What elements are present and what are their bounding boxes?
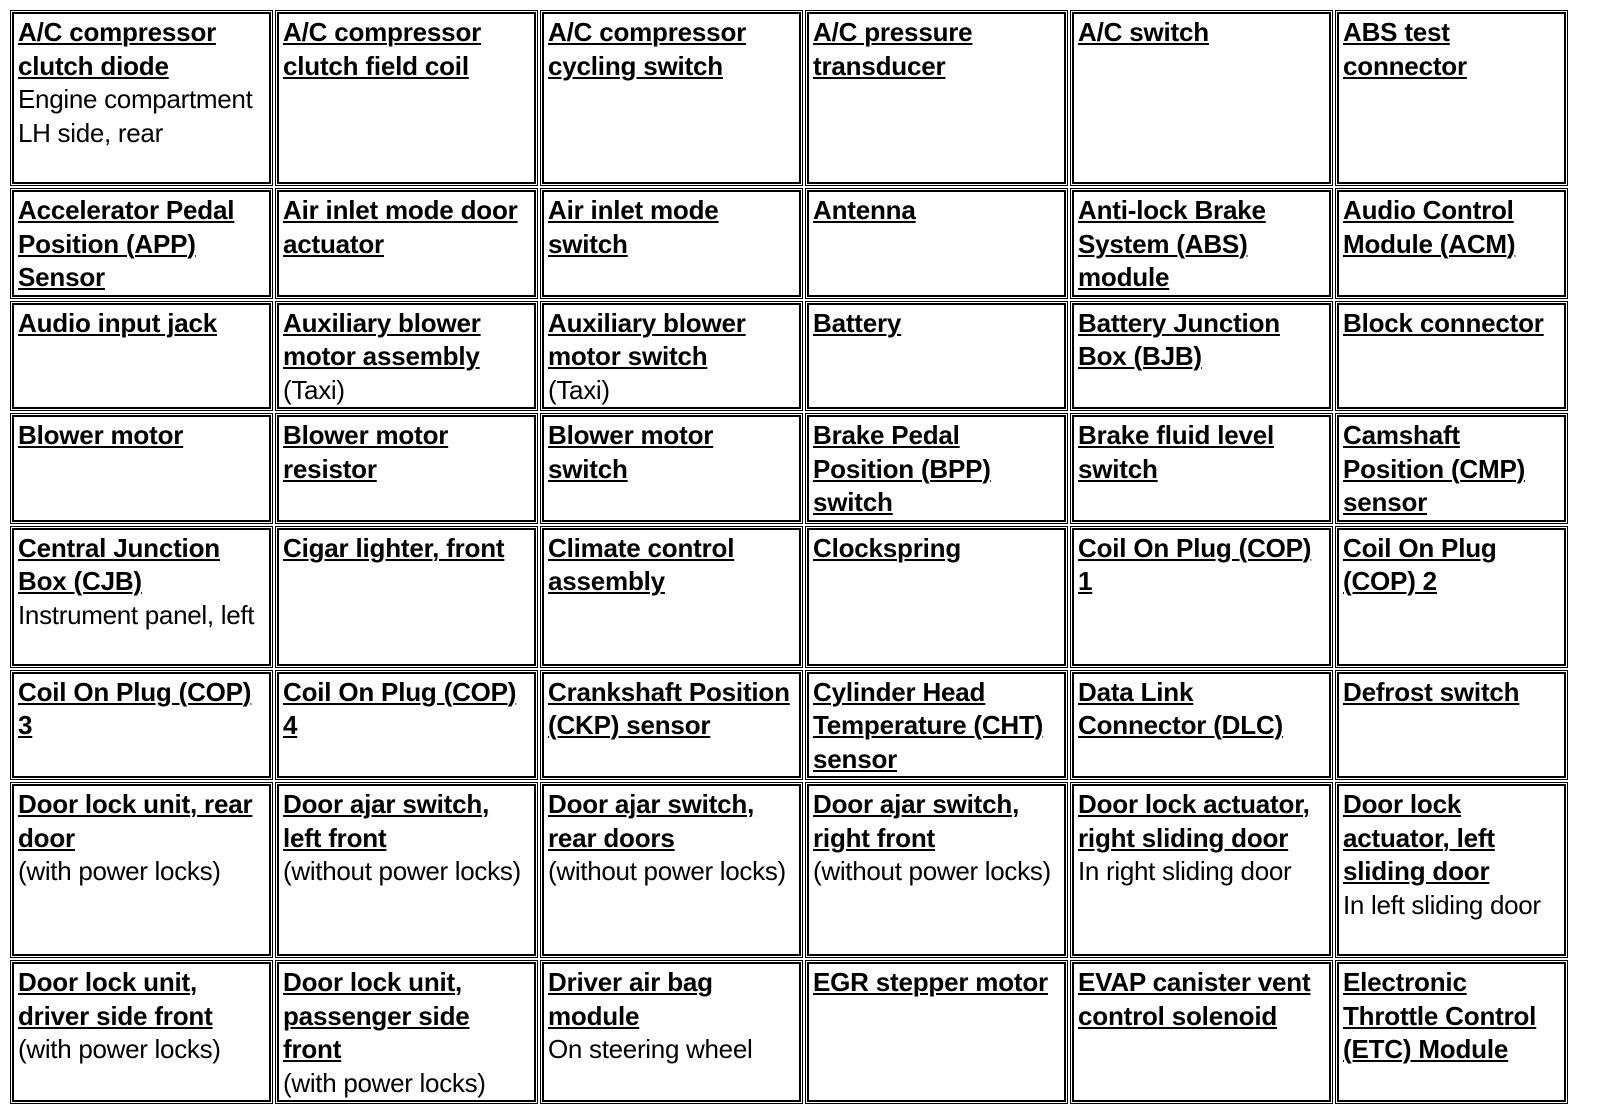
component-cell-central-junction-box-cjb (12, 528, 271, 666)
component-link[interactable]: Anti-lock Brake System (ABS) module (1078, 195, 1266, 292)
component-link[interactable]: Battery (813, 307, 902, 338)
component-link[interactable]: Coil On Plug (COP) 1 (1078, 532, 1312, 596)
component-link[interactable]: Door lock unit, rear door (18, 789, 253, 853)
component-location-note: (without power locks) (813, 856, 1051, 886)
component-cell-coil-on-plug-cop-4 (277, 672, 536, 779)
component-link[interactable]: Accelerator Pedal Position (APP) Sensor (18, 195, 235, 292)
component-cell-egr-stepper-motor (807, 962, 1066, 1102)
table-row (12, 784, 1566, 956)
component-link[interactable]: Audio input jack (18, 307, 218, 338)
component-location-note: (with power locks) (18, 856, 221, 886)
component-cell-accelerator-pedal-position-app-sensor (12, 190, 271, 297)
component-link[interactable]: Blower motor switch (548, 420, 714, 484)
table-row (12, 528, 1566, 666)
component-cell-door-lock-actuator-right-sliding-door (1072, 784, 1331, 956)
component-cell-a-c-compressor-cycling-switch (542, 12, 801, 184)
component-cell-door-lock-unit-driver-side-front (12, 962, 271, 1102)
component-link[interactable]: Defrost switch (1343, 676, 1520, 707)
component-cell-antenna (807, 190, 1066, 297)
component-link[interactable]: Door lock actuator, right sliding door (1078, 789, 1310, 853)
component-link[interactable]: EGR stepper motor (813, 967, 1048, 997)
component-cell-climate-control-assembly (542, 528, 801, 666)
component-cell-electronic-throttle-control-etc-module (1337, 962, 1566, 1102)
component-cell-coil-on-plug-cop-3 (12, 672, 271, 779)
component-cell-clockspring (807, 528, 1066, 666)
component-cell-door-ajar-switch-left-front (277, 784, 536, 956)
component-location-note: (with power locks) (18, 1034, 221, 1064)
component-cell-blower-motor-resistor (277, 415, 536, 522)
component-cell-data-link-connector-dlc (1072, 672, 1331, 779)
component-location-note: In right sliding door (1078, 856, 1292, 886)
component-link[interactable]: Coil On Plug (COP) 2 (1343, 532, 1497, 596)
component-link[interactable]: Auxiliary blower motor switch (548, 307, 746, 371)
component-cell-anti-lock-brake-system-abs-module (1072, 190, 1331, 297)
component-cell-brake-fluid-level-switch (1072, 415, 1331, 522)
component-cell-coil-on-plug-cop-2 (1337, 528, 1566, 666)
component-location-note: (without power locks) (283, 856, 521, 886)
component-link[interactable]: Electronic Throttle Control (ETC) Module (1343, 967, 1537, 1064)
component-link[interactable]: Data Link Connector (DLC) (1078, 676, 1283, 740)
component-link[interactable]: Door ajar switch, right front (813, 789, 1020, 853)
component-location-note: (with power locks) (283, 1067, 486, 1098)
component-cell-audio-input-jack (12, 303, 271, 410)
component-link[interactable]: Driver air bag module (548, 967, 713, 1031)
component-location-note: (Taxi) (283, 374, 345, 405)
component-cell-abs-test-connector (1337, 12, 1566, 184)
component-cell-door-lock-actuator-left-sliding-door (1337, 784, 1566, 956)
component-cell-a-c-compressor-clutch-field-coil (277, 12, 536, 184)
component-index-body (12, 12, 1566, 1102)
component-cell-blower-motor (12, 415, 271, 522)
component-cell-a-c-switch (1072, 12, 1331, 184)
component-location-note: In left sliding door (1343, 889, 1541, 920)
component-location-note: (Taxi) (548, 374, 610, 405)
component-link[interactable]: A/C pressure transducer (813, 17, 973, 81)
component-cell-auxiliary-blower-motor-assembly (277, 303, 536, 410)
component-link[interactable]: Coil On Plug (COP) 3 (18, 676, 252, 740)
component-cell-cylinder-head-temperature-cht-sensor (807, 672, 1066, 779)
component-link[interactable]: Door lock actuator, left sliding door (1343, 789, 1495, 886)
component-cell-brake-pedal-position-bpp-switch (807, 415, 1066, 522)
table-row (12, 303, 1566, 410)
component-location-note: Instrument panel, left (18, 599, 255, 630)
component-location-note: On steering wheel (548, 1034, 753, 1064)
component-link[interactable]: A/C compressor cycling switch (548, 17, 747, 81)
component-location-note: Engine compartment LH side, rear (18, 84, 253, 148)
component-link[interactable]: Door ajar switch, left front (283, 789, 490, 853)
component-link[interactable]: Blower motor resistor (283, 420, 449, 484)
table-row (12, 672, 1566, 779)
component-cell-air-inlet-mode-switch (542, 190, 801, 297)
component-cell-crankshaft-position-ckp-sensor (542, 672, 801, 779)
component-cell-a-c-pressure-transducer (807, 12, 1066, 184)
component-link[interactable]: ABS test connector (1343, 17, 1467, 81)
table-row (12, 962, 1566, 1102)
component-cell-auxiliary-blower-motor-switch (542, 303, 801, 410)
component-link[interactable]: Block connector (1343, 307, 1544, 338)
component-link[interactable]: Door lock unit, driver side front (18, 967, 213, 1031)
component-link[interactable]: Auxiliary blower motor assembly (283, 307, 481, 371)
component-cell-door-ajar-switch-rear-doors (542, 784, 801, 956)
component-link[interactable]: Coil On Plug (COP) 4 (283, 676, 517, 740)
component-cell-camshaft-position-cmp-sensor (1337, 415, 1566, 522)
component-cell-door-lock-unit-passenger-side-front (277, 962, 536, 1102)
component-link[interactable]: A/C compressor clutch diode (18, 17, 217, 81)
component-link[interactable]: Brake Pedal Position (BPP) switch (813, 420, 991, 517)
component-link[interactable]: Clockspring (813, 532, 962, 563)
component-cell-defrost-switch (1337, 672, 1566, 779)
component-cell-evap-canister-vent-control-solenoid (1072, 962, 1331, 1102)
component-link[interactable]: Brake fluid level switch (1078, 420, 1275, 484)
table-row (12, 190, 1566, 297)
component-cell-coil-on-plug-cop-1 (1072, 528, 1331, 666)
table-row (12, 12, 1566, 184)
component-cell-blower-motor-switch (542, 415, 801, 522)
component-cell-door-ajar-switch-right-front (807, 784, 1066, 956)
component-cell-door-lock-unit-rear-door (12, 784, 271, 956)
component-link[interactable]: Cigar lighter, front (283, 532, 505, 563)
component-location-note: (without power locks) (548, 856, 786, 886)
component-link[interactable]: Climate control assembly (548, 532, 735, 596)
component-link[interactable]: A/C compressor clutch field coil (283, 17, 482, 81)
component-link[interactable]: Door lock unit, passenger side front (283, 967, 470, 1064)
component-link[interactable]: Cylinder Head Temperature (CHT) sensor (813, 676, 1044, 774)
component-cell-battery-junction-box-bjb (1072, 303, 1331, 410)
component-link[interactable]: Audio Control Module (ACM) (1343, 195, 1516, 259)
component-link[interactable]: Battery Junction Box (BJB) (1078, 307, 1280, 371)
component-cell-driver-air-bag-module (542, 962, 801, 1102)
component-index-table (6, 6, 1572, 1108)
component-link[interactable]: Air inlet mode door actuator (283, 195, 518, 259)
component-cell-block-connector (1337, 303, 1566, 410)
table-row (12, 415, 1566, 522)
component-cell-battery (807, 303, 1066, 410)
component-cell-air-inlet-mode-door-actuator (277, 190, 536, 297)
component-cell-a-c-compressor-clutch-diode (12, 12, 271, 184)
component-cell-audio-control-module-acm (1337, 190, 1566, 297)
component-link[interactable]: Camshaft Position (CMP) sensor (1343, 420, 1526, 517)
component-link[interactable]: EVAP canister vent control solenoid (1078, 967, 1311, 1031)
component-link[interactable]: Antenna (813, 195, 916, 225)
component-link[interactable]: Blower motor (18, 420, 184, 450)
component-link[interactable]: A/C switch (1078, 17, 1209, 47)
component-link[interactable]: Central Junction Box (CJB) (18, 532, 220, 596)
component-link[interactable]: Door ajar switch, rear doors (548, 789, 755, 853)
component-link[interactable]: Air inlet mode switch (548, 195, 719, 259)
component-cell-cigar-lighter-front (277, 528, 536, 666)
component-link[interactable]: Crankshaft Position (CKP) sensor (548, 676, 790, 740)
